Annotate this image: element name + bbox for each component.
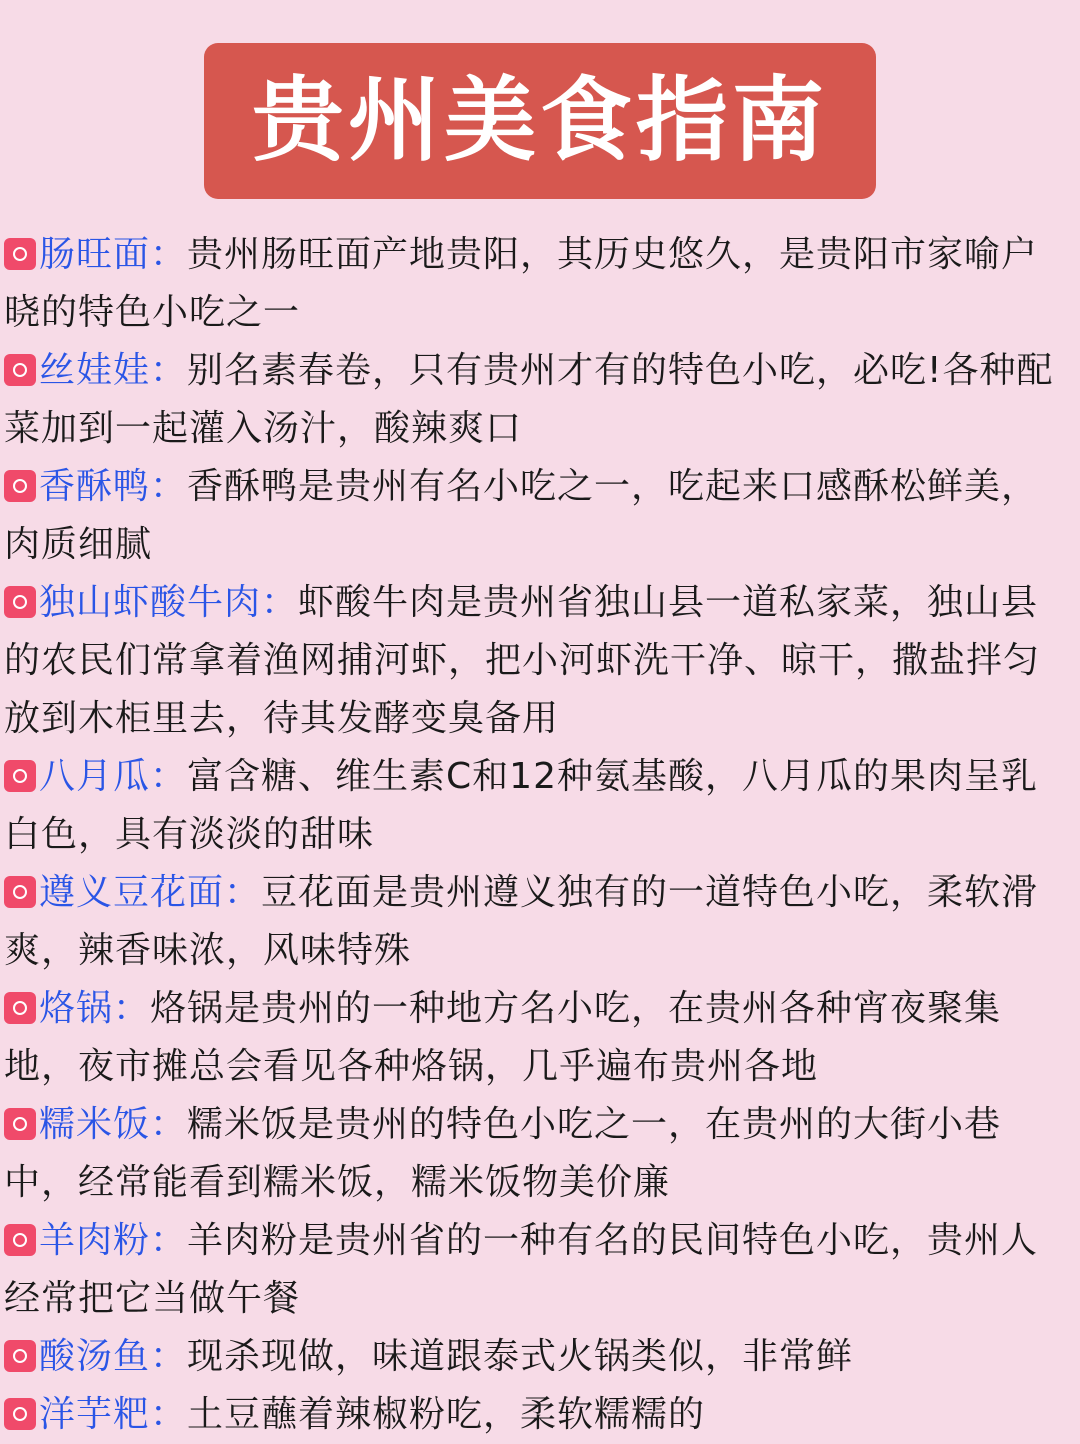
food-entry — [4, 1328, 1070, 1386]
separator: ： — [261, 582, 299, 623]
food-entry — [4, 980, 1070, 1096]
food-name: 香酥鸭 — [39, 466, 151, 507]
food-entry — [4, 1096, 1070, 1212]
food-name: 羊肉粉 — [39, 1220, 151, 1261]
separator: ： — [113, 988, 151, 1029]
separator: ： — [150, 756, 188, 797]
separator: ： — [150, 466, 188, 507]
circle-bullet-icon — [4, 1398, 36, 1430]
separator: ： — [150, 1220, 188, 1261]
food-name: 独山虾酸牛肉 — [39, 582, 262, 623]
circle-bullet-icon — [4, 760, 36, 792]
food-name: 洋芋粑 — [39, 1394, 151, 1435]
food-description: 豆花面是贵州遵义独有的一道特色小吃，柔软滑爽，辣香味浓，风味特殊 — [4, 872, 1039, 971]
food-description: 贵州肠旺面产地贵阳，其历史悠久，是贵阳市家喻户晓的特色小吃之一 — [4, 234, 1039, 333]
circle-bullet-icon — [4, 238, 36, 270]
circle-bullet-icon — [4, 354, 36, 386]
food-description: 香酥鸭是贵州有名小吃之一，吃起来口感酥松鲜美，肉质细腻 — [4, 466, 1039, 565]
food-entry — [4, 1212, 1070, 1328]
separator: ： — [150, 1104, 188, 1145]
food-entry — [4, 864, 1070, 980]
food-description: 富含糖、维生素C和12种氨基酸，八月瓜的果肉呈乳白色，具有淡淡的甜味 — [4, 756, 1038, 855]
food-entry — [4, 748, 1070, 864]
circle-bullet-icon — [4, 1224, 36, 1256]
separator: ： — [150, 1336, 188, 1377]
circle-bullet-icon — [4, 470, 36, 502]
food-entry — [4, 342, 1070, 458]
food-description: 现杀现做，味道跟泰式火锅类似，非常鲜 — [187, 1336, 854, 1377]
food-description: 土豆蘸着辣椒粉吃，柔软糯糯的 — [187, 1394, 706, 1435]
food-entry — [4, 226, 1070, 342]
food-name: 酸汤鱼 — [39, 1336, 151, 1377]
food-list — [4, 226, 1070, 1444]
separator: ： — [224, 872, 262, 913]
circle-bullet-icon — [4, 586, 36, 618]
food-name: 烙锅 — [39, 988, 114, 1029]
food-description: 虾酸牛肉是贵州省独山县一道私家菜，独山县的农民们常拿着渔网捕河虾，把小河虾洗干净、晾干，撒盐拌匀放到木柜里去，待其发酵变臭备用 — [4, 582, 1041, 739]
food-entry — [4, 574, 1070, 748]
circle-bullet-icon — [4, 992, 36, 1024]
title-banner — [204, 43, 876, 199]
food-description: 别名素春卷，只有贵州才有的特色小吃，必吃!各种配菜加到一起灌入汤汁，酸辣爽口 — [4, 350, 1054, 449]
food-name: 丝娃娃 — [39, 350, 151, 391]
food-name: 八月瓜 — [39, 756, 151, 797]
food-description: 羊肉粉是贵州省的一种有名的民间特色小吃，贵州人经常把它当做午餐 — [4, 1220, 1039, 1319]
separator: ： — [150, 234, 188, 275]
food-entry — [4, 1386, 1070, 1444]
page-title: 贵州美食指南 — [251, 67, 828, 174]
food-name: 糯米饭 — [39, 1104, 151, 1145]
food-description: 糯米饭是贵州的特色小吃之一，在贵州的大街小巷中，经常能看到糯米饭，糯米饭物美价廉 — [4, 1104, 1002, 1203]
food-entry — [4, 458, 1070, 574]
separator: ： — [150, 1394, 188, 1435]
food-description: 烙锅是贵州的一种地方名小吃，在贵州各种宵夜聚集地，夜市摊总会看见各种烙锅，几乎遍布贵州各地 — [4, 988, 1002, 1087]
circle-bullet-icon — [4, 1108, 36, 1140]
food-name: 肠旺面 — [39, 234, 151, 275]
circle-bullet-icon — [4, 876, 36, 908]
separator: ： — [150, 350, 188, 391]
circle-bullet-icon — [4, 1340, 36, 1372]
food-name: 遵义豆花面 — [39, 872, 225, 913]
